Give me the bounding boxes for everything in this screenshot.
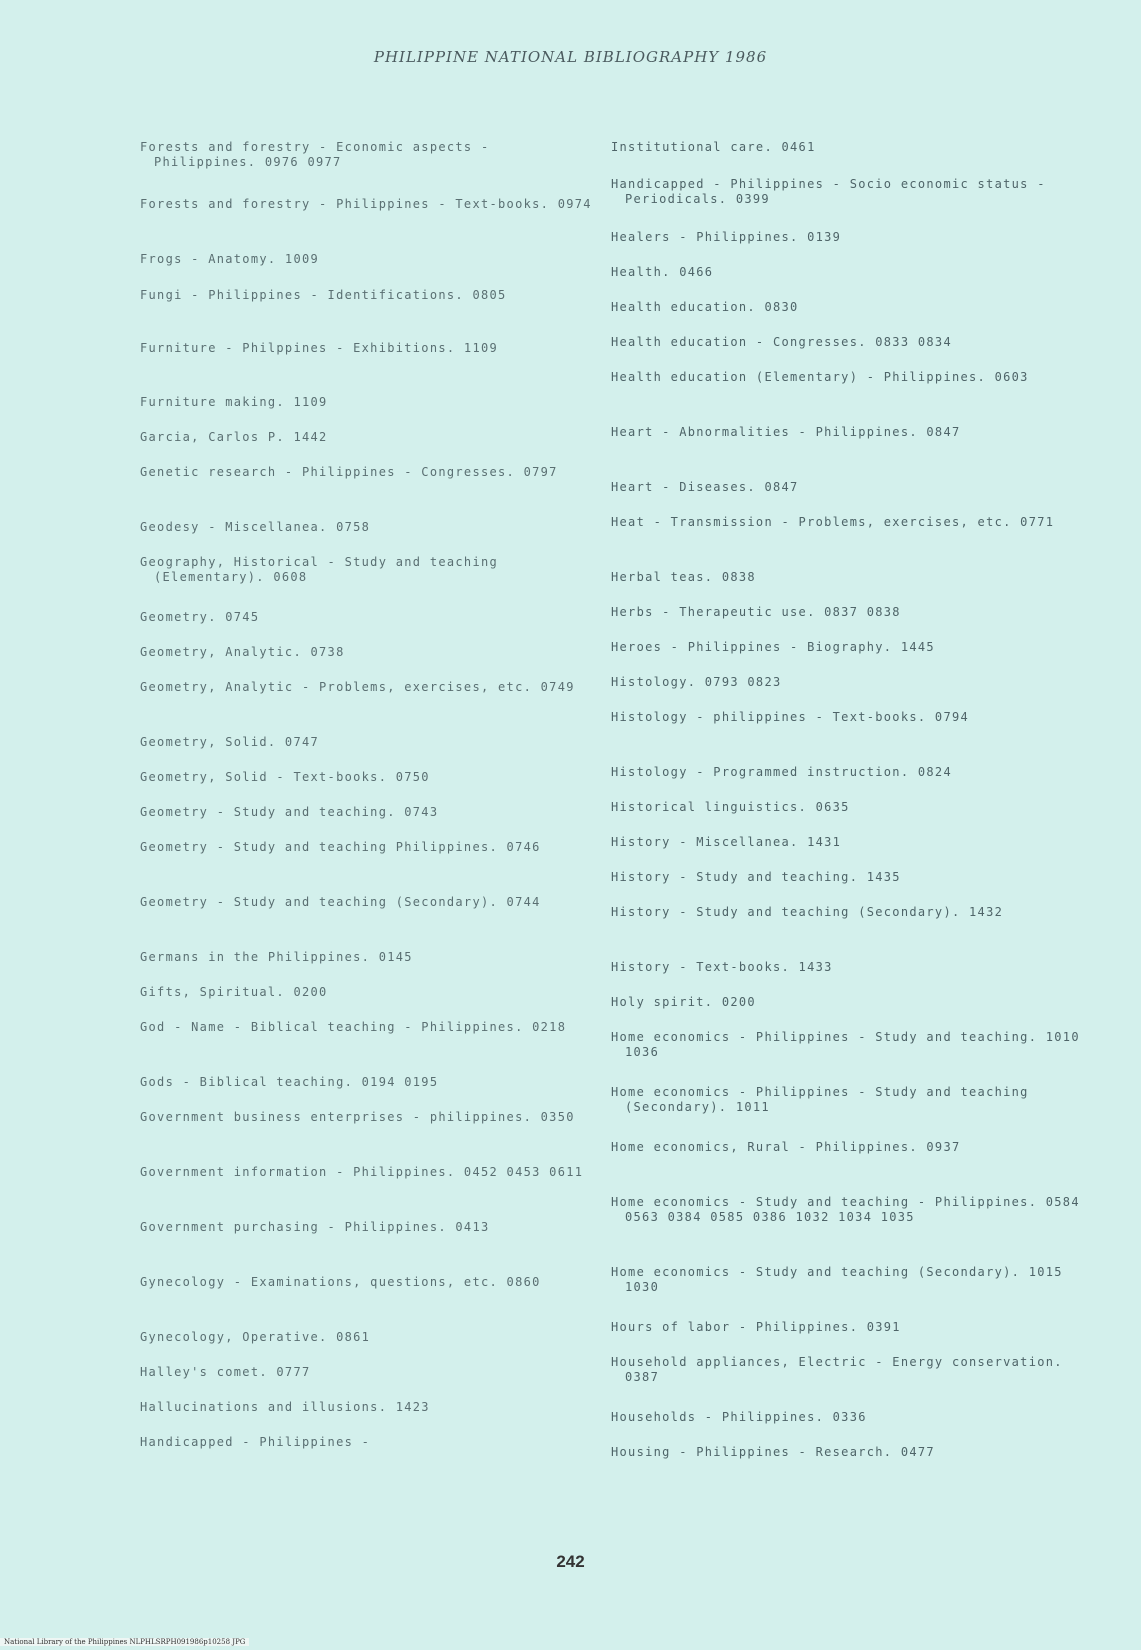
index-entry: Holy spirit. 0200 bbox=[611, 995, 756, 1009]
index-entry: Geometry - Study and teaching (Secondary). 0744 bbox=[140, 895, 541, 909]
index-entry: Furniture making. 1109 bbox=[140, 395, 328, 409]
index-entry: Household appliances, Electric - Energy conservation. 0387 bbox=[611, 1355, 1072, 1384]
index-entry: Germans in the Philippines. 0145 bbox=[140, 950, 413, 964]
index-entry: Historical linguistics. 0635 bbox=[611, 800, 850, 814]
index-entry: Heroes - Philippines - Biography. 1445 bbox=[611, 640, 935, 654]
index-entry: Geometry, Analytic. 0738 bbox=[140, 645, 345, 659]
page-number: 242 bbox=[556, 1552, 585, 1571]
index-entry: Geometry, Analytic - Problems, exercises, etc. 0749 bbox=[140, 680, 575, 694]
index-entry: Government business enterprises - philippines. 0350 bbox=[140, 1110, 575, 1124]
index-entry: Fungi - Philippines - Identifications. 0805 bbox=[140, 288, 507, 302]
page-header bbox=[0, 48, 1141, 66]
index-entry: Gynecology - Examinations, questions, etc. 0860 bbox=[140, 1275, 541, 1289]
index-entry: Institutional care. 0461 bbox=[611, 140, 816, 154]
index-entry: Heat - Transmission - Problems, exercises, etc. 0771 bbox=[611, 515, 1055, 529]
index-entry: God - Name - Biblical teaching - Philippines. 0218 bbox=[140, 1020, 567, 1034]
index-entry: Forests and forestry - Philippines - Text-books. 0974 bbox=[140, 197, 592, 211]
index-entry: Geometry, Solid. 0747 bbox=[140, 735, 320, 749]
index-entry: Heart - Abnormalities - Philippines. 0847 bbox=[611, 425, 961, 439]
index-entry: Housing - Philippines - Research. 0477 bbox=[611, 1445, 935, 1459]
index-entry: Geometry, Solid - Text-books. 0750 bbox=[140, 770, 430, 784]
index-entry: Histology - philippines - Text-books. 0794 bbox=[611, 710, 970, 724]
index-entry: Gynecology, Operative. 0861 bbox=[140, 1330, 371, 1344]
index-entry: Health education (Elementary) - Philippines. 0603 bbox=[611, 370, 1029, 384]
index-entry: Handicapped - Philippines - Socio economic status - Periodicals. 0399 bbox=[611, 177, 1055, 206]
index-entry: Heart - Diseases. 0847 bbox=[611, 480, 799, 494]
index-entry: Genetic research - Philippines - Congresses. 0797 bbox=[140, 465, 558, 479]
index-entry: Health education - Congresses. 0833 0834 bbox=[611, 335, 952, 349]
index-entry: Gifts, Spiritual. 0200 bbox=[140, 985, 328, 999]
index-entry: Garcia, Carlos P. 1442 bbox=[140, 430, 328, 444]
index-entry: History - Miscellanea. 1431 bbox=[611, 835, 842, 849]
index-entry: Health education. 0830 bbox=[611, 300, 799, 314]
index-entry: Herbal teas. 0838 bbox=[611, 570, 756, 584]
index-entry: Frogs - Anatomy. 1009 bbox=[140, 252, 320, 266]
index-entry: Furniture - Philppines - Exhibitions. 1109 bbox=[140, 341, 499, 355]
index-entry: Home economics - Philippines - Study and teaching. 1010 1036 bbox=[611, 1030, 1089, 1059]
index-entry: Handicapped - Philippines - bbox=[140, 1435, 371, 1449]
index-entry: Forests and forestry - Economic aspects - Philippines. 0976 0977 bbox=[140, 140, 499, 169]
index-entry: Geometry - Study and teaching. 0743 bbox=[140, 805, 439, 819]
index-entry: Halley's comet. 0777 bbox=[140, 1365, 311, 1379]
index-entry: Home economics - Philippines - Study and teaching (Secondary). 1011 bbox=[611, 1085, 1038, 1114]
index-entry: Histology - Programmed instruction. 0824 bbox=[611, 765, 952, 779]
index-entry: History - Study and teaching (Secondary). 1432 bbox=[611, 905, 1004, 919]
index-entry: Histology. 0793 0823 bbox=[611, 675, 782, 689]
footer-credit: National Library of the Philippines NLPHLSRPH091986p10258 JPG bbox=[0, 1638, 249, 1646]
index-entry: Herbs - Therapeutic use. 0837 0838 bbox=[611, 605, 901, 619]
index-entry: Health. 0466 bbox=[611, 265, 714, 279]
index-entry: Home economics, Rural - Philippines. 0937 bbox=[611, 1140, 961, 1154]
index-entry: Geometry - Study and teaching Philippines. 0746 bbox=[140, 840, 541, 854]
index-entry: Healers - Philippines. 0139 bbox=[611, 230, 842, 244]
index-entry: Government information - Philippines. 0452 0453 0611 bbox=[140, 1165, 584, 1179]
index-entry: Government purchasing - Philippines. 0413 bbox=[140, 1220, 490, 1234]
index-entry: Gods - Biblical teaching. 0194 0195 bbox=[140, 1075, 439, 1089]
index-entry: History - Text-books. 1433 bbox=[611, 960, 833, 974]
index-entry: Home economics - Study and teaching - Philippines. 0584 0563 0384 0585 0386 1032 1034 1035 bbox=[611, 1195, 1089, 1224]
index-entry: Hallucinations and illusions. 1423 bbox=[140, 1400, 430, 1414]
index-entry: Hours of labor - Philippines. 0391 bbox=[611, 1320, 901, 1334]
index-entry: Home economics - Study and teaching (Secondary). 1015 1030 bbox=[611, 1265, 1072, 1294]
index-entry: Geometry. 0745 bbox=[140, 610, 260, 624]
index-entry: Geography, Historical - Study and teaching (Elementary). 0608 bbox=[140, 555, 507, 584]
index-entry: Households - Philippines. 0336 bbox=[611, 1410, 867, 1424]
index-entry: History - Study and teaching. 1435 bbox=[611, 870, 901, 884]
header-title: PHILIPPINE NATIONAL BIBLIOGRAPHY 1986 bbox=[373, 48, 768, 66]
index-entry: Geodesy - Miscellanea. 0758 bbox=[140, 520, 371, 534]
